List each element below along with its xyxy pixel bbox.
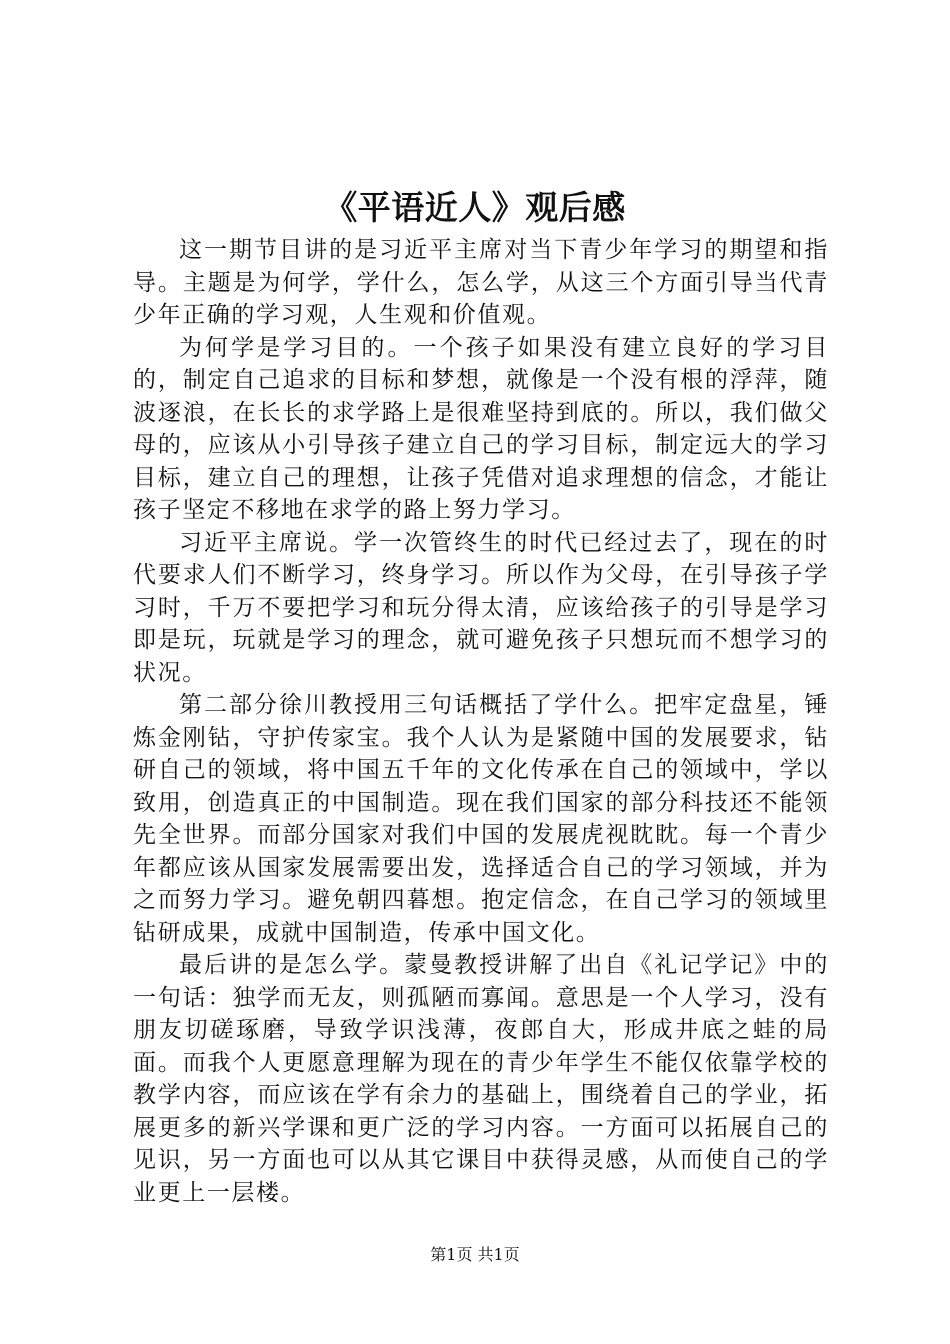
paragraph-4: 第二部分徐川教授用三句话概括了学什么。把牢定盘星，锤炼金刚钻，守护传家宝。我个人认为是紧随中国的发展要求，钻研自己的领域，将中国五千年的文化传承在自己的领域中，学以致用，创造真正的中国制造。现在我们国家的部分科技还不能领先全世界。而部分国家对我们中国的发展虎视眈眈。每一个青少年都应该从国家发展需要出发，选择适合自己的学习领域，并为之而努力学习。避免朝四暮想。抱定信念，在自己学习的领域里钻研成果，成就中国制造，传承中国文化。 — [133, 692, 829, 946]
paragraph-2: 为何学是学习目的。一个孩子如果没有建立良好的学习目的，制定自己追求的目标和梦想，就像是一个没有根的浮萍，随波逐浪，在长长的求学路上是很难坚持到底的。所以，我们做父母的，应该从小引导孩子建立自己的学习目标，制定远大的学习目标，建立自己的理想，让孩子凭借对追求理想的信念，才能让孩子坚定不移地在求学的路上努力学习。 — [133, 334, 829, 523]
paragraph-3: 习近平主席说。学一次管终生的时代已经过去了，现在的时代要求人们不断学习，终身学习。所以作为父母，在引导孩子学习时，千万不要把学习和玩分得太清，应该给孩子的引导是学习即是玩，玩就是学习的理念，就可避免孩子只想玩而不想学习的状况。 — [133, 529, 829, 686]
page-footer: 第1页 共1页 — [430, 1245, 520, 1264]
document-body — [133, 234, 829, 1209]
paragraph-5: 最后讲的是怎么学。蒙曼教授讲解了出自《礼记学记》中的一句话：独学而无友，则孤陋而寡闻。意思是一个人学习，没有朋友切磋琢磨，导致学识浅薄，夜郎自大，形成井底之蛙的局面。而我个人更愿意理解为现在的青少年学生不能仅依靠学校的教学内容，而应该在学有余力的基础上，围绕着自己的学业，拓展更多的新兴学课和更广泛的学习内容。一方面可以拓展自己的见识，另一方面也可以从其它课目中获得灵感，从而使自己的学业更上一层楼。 — [133, 952, 829, 1206]
paragraph-1: 这一期节目讲的是习近平主席对当下青少年学习的期望和指导。主题是为何学，学什么，怎么学，从这三个方面引导当代青少年正确的学习观，人生观和价值观。 — [133, 237, 829, 328]
document-title: 《平语近人》观后感 — [324, 188, 626, 227]
